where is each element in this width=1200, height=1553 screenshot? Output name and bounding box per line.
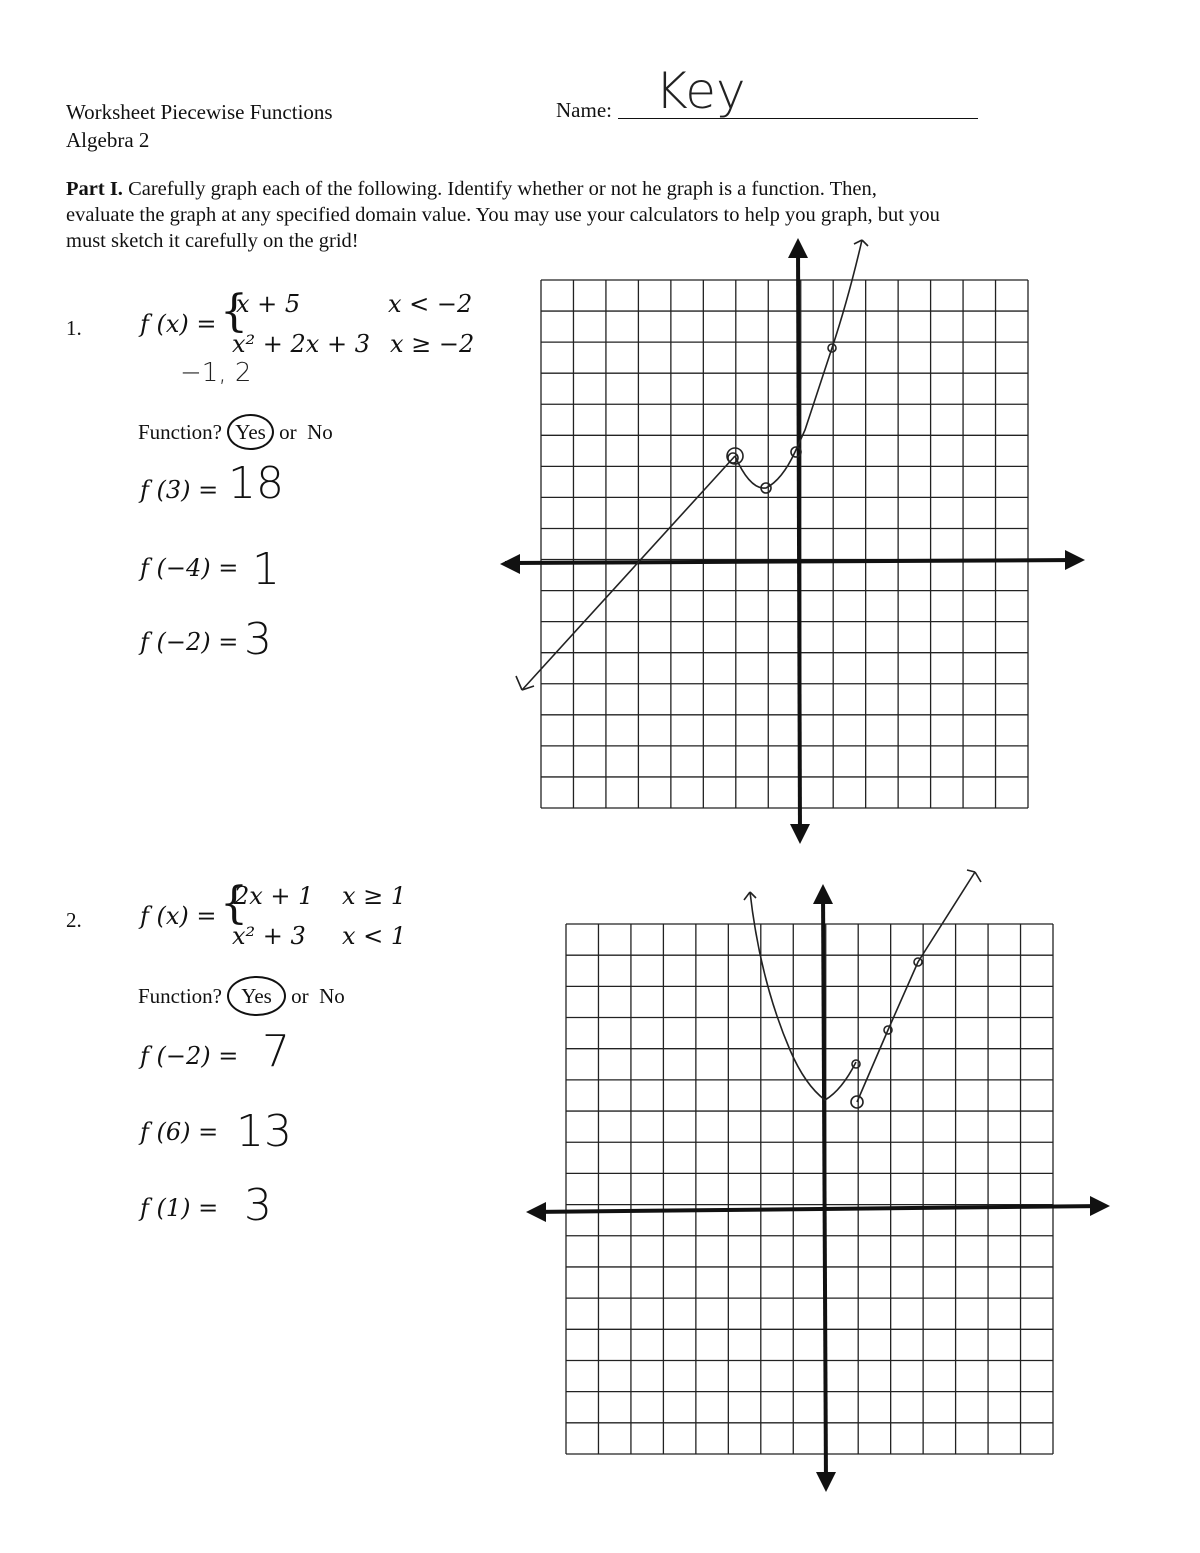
problem-1-piece1-expr: x + 5 (236, 290, 301, 318)
problem-1-brace: { (220, 286, 248, 337)
problem-1-note: −1, 2 (180, 358, 252, 388)
part-label: Part I. (66, 178, 123, 200)
function-question: Function? (138, 984, 222, 1008)
p1-eval-3-label: f (−2) = (140, 628, 239, 656)
problem-2-piece2-expr: x² + 3 (232, 922, 306, 950)
graph-2-grid (566, 924, 1053, 1454)
p2-eval-1-label: f (−2) = (140, 1042, 239, 1070)
p1-eval-1-label: f (3) = (140, 476, 219, 504)
problem-2-number: 2. (66, 908, 82, 932)
problem-2-brace: { (220, 878, 248, 929)
problem-2-fx: f (x) = (140, 902, 217, 930)
graph-2-axes (526, 884, 1110, 1492)
function-question: Function? (138, 420, 222, 444)
p2-eval-3-label: f (1) = (140, 1194, 219, 1222)
course-name: Algebra 2 (66, 128, 150, 152)
p2-eval-2-answer: 13 (236, 1106, 292, 1157)
instructions-line3: must sketch it carefully on the grid! (66, 230, 359, 252)
graph-1-curve (516, 240, 868, 690)
graph-1-axes (500, 238, 1085, 844)
or-text: or (279, 420, 297, 444)
problem-1-fx: f (x) = (140, 310, 217, 338)
problem-1-piece1-cond: x < −2 (388, 290, 473, 318)
worksheet-title: Worksheet Piecewise Functions (66, 100, 333, 124)
p1-eval-2-answer: 1 (252, 544, 280, 595)
graph-1-grid (541, 280, 1028, 808)
graph-2-curve (744, 870, 981, 1108)
instructions-line1: Carefully graph each of the following. Identify whether or not he graph is a function. Then, (128, 178, 877, 200)
instructions-line2: evaluate the graph at any specified domain value. You may use your calculators to help you graph, but you (66, 204, 940, 226)
problem-2-piece2-cond: x < 1 (342, 922, 407, 950)
problem-2-piece1-cond: x ≥ 1 (342, 882, 407, 910)
answer-no: No (307, 420, 333, 444)
or-text: or (291, 984, 309, 1008)
name-handwritten: Key (655, 62, 746, 120)
answer-no: No (319, 984, 345, 1008)
p1-eval-2-label: f (−4) = (140, 554, 239, 582)
problem-1-piece2-expr: x² + 2x + 3 (232, 330, 370, 358)
answer-yes-circled: Yes (227, 414, 274, 450)
p2-eval-1-answer: 7 (262, 1026, 290, 1077)
p2-eval-3-answer: 3 (244, 1180, 272, 1231)
name-label: Name: (556, 98, 612, 122)
p2-eval-2-label: f (6) = (140, 1118, 219, 1146)
problem-2-piece1-expr: 2x + 1 (234, 882, 314, 910)
problem-1-number: 1. (66, 316, 82, 340)
problem-1-piece2-cond: x ≥ −2 (390, 330, 475, 358)
p1-eval-1-answer: 18 (228, 458, 284, 509)
p1-eval-3-answer: 3 (244, 614, 272, 665)
answer-yes-circled: Yes (227, 976, 286, 1016)
